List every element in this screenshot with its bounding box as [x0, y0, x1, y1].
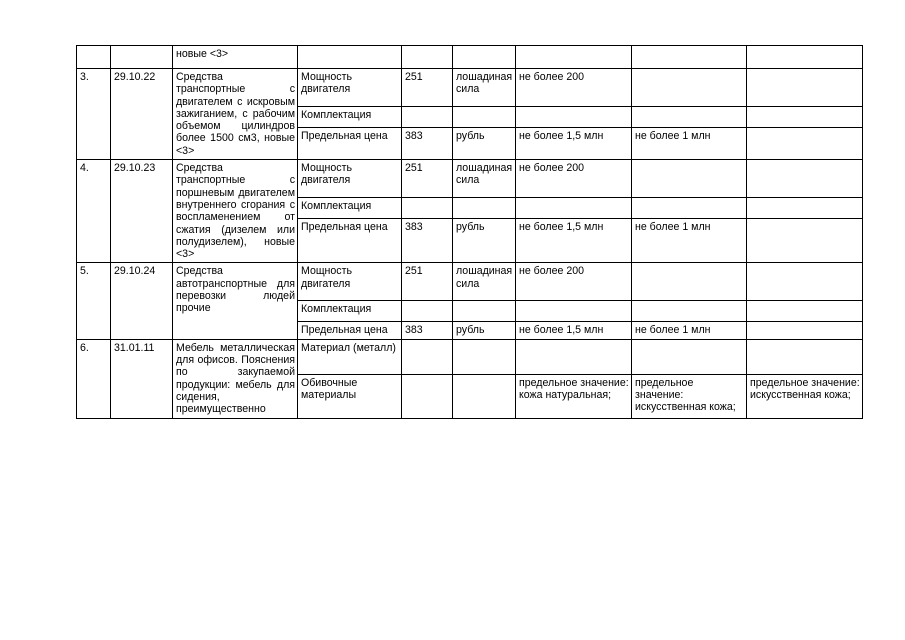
cell-value-3	[747, 301, 863, 322]
cell-okei-code	[402, 301, 453, 322]
cell-okei-code	[402, 46, 453, 69]
cell-value-3	[747, 69, 863, 107]
cell-char: Предельная цена	[298, 219, 402, 263]
cell-value-1	[516, 339, 632, 374]
cell-char: Предельная цена	[298, 322, 402, 339]
cell-char: Комплектация	[298, 198, 402, 219]
cell-code	[111, 46, 173, 69]
cell-okei-code: 383	[402, 128, 453, 160]
cell-unit: лошадиная сила	[453, 160, 516, 198]
cell-char: Мощность двигателя	[298, 69, 402, 107]
cell-char: Предельная цена	[298, 128, 402, 160]
cell-okei-code: 251	[402, 263, 453, 301]
cell-value-3	[747, 219, 863, 263]
cell-value-1: не более 200	[516, 69, 632, 107]
cell-unit: лошадиная сила	[453, 263, 516, 301]
cell-unit	[453, 46, 516, 69]
cell-okei-code: 251	[402, 160, 453, 198]
cell-unit: рубль	[453, 322, 516, 339]
cell-value-1: не более 1,5 млн	[516, 322, 632, 339]
cell-okei-code	[402, 107, 453, 128]
cell-okei-code: 383	[402, 219, 453, 263]
cell-char: Мощность двигателя	[298, 263, 402, 301]
cell-okei-code: 251	[402, 69, 453, 107]
cell-num: 4.	[77, 160, 111, 263]
requirements-table	[76, 45, 863, 419]
cell-code: 29.10.23	[111, 160, 173, 263]
cell-code: 29.10.22	[111, 69, 173, 160]
cell-okei-code	[402, 198, 453, 219]
cell-value-2: не более 1 млн	[632, 322, 747, 339]
cell-code: 31.01.11	[111, 339, 173, 418]
cell-name: Средства транспортные с двигателем с искровым зажиганием, с рабочим объемом цилиндров более 1500 см3, новые <3>	[173, 69, 298, 160]
cell-okei-code	[402, 339, 453, 374]
cell-value-3: предельное значение: искусственная кожа;	[747, 374, 863, 418]
cell-unit	[453, 301, 516, 322]
cell-value-1	[516, 198, 632, 219]
cell-value-3	[747, 198, 863, 219]
cell-unit: рубль	[453, 219, 516, 263]
cell-value-3	[747, 263, 863, 301]
cell-unit	[453, 339, 516, 374]
cell-num	[77, 46, 111, 69]
cell-unit	[453, 374, 516, 418]
cell-char: Материал (металл)	[298, 339, 402, 374]
cell-name: новые <3>	[173, 46, 298, 69]
cell-unit: рубль	[453, 128, 516, 160]
cell-value-2: не более 1 млн	[632, 219, 747, 263]
cell-value-2	[632, 69, 747, 107]
table-row	[77, 339, 863, 374]
cell-okei-code: 383	[402, 322, 453, 339]
cell-value-2	[632, 107, 747, 128]
cell-value-3	[747, 46, 863, 69]
cell-value-3	[747, 339, 863, 374]
cell-unit	[453, 198, 516, 219]
cell-value-3	[747, 322, 863, 339]
cell-value-2	[632, 46, 747, 69]
cell-name: Мебель металлическая для офисов. Пояснения по закупаемой продукции: мебель для сидения, преимущественно	[173, 339, 298, 418]
cell-unit	[453, 107, 516, 128]
cell-char: Комплектация	[298, 107, 402, 128]
cell-value-2	[632, 339, 747, 374]
cell-value-1	[516, 107, 632, 128]
cell-name: Средства транспортные с поршневым двигателем внутреннего сгорания с воспламенением от сжатия (дизелем или полудизелем), новые <3>	[173, 160, 298, 263]
cell-code: 29.10.24	[111, 263, 173, 339]
cell-char: Мощность двигателя	[298, 160, 402, 198]
cell-num: 3.	[77, 69, 111, 160]
table-row	[77, 160, 863, 198]
cell-value-2	[632, 301, 747, 322]
table-row	[77, 69, 863, 107]
cell-value-3	[747, 107, 863, 128]
cell-unit: лошадиная сила	[453, 69, 516, 107]
cell-okei-code	[402, 374, 453, 418]
cell-name: Средства автотранспортные для перевозки людей прочие	[173, 263, 298, 339]
cell-char	[298, 46, 402, 69]
table-row-continued	[77, 46, 863, 69]
cell-value-1: не более 200	[516, 263, 632, 301]
cell-value-1	[516, 301, 632, 322]
cell-value-1	[516, 46, 632, 69]
cell-value-3	[747, 128, 863, 160]
cell-value-2	[632, 198, 747, 219]
table-row	[77, 263, 863, 301]
cell-value-1: предельное значение: кожа натуральная;	[516, 374, 632, 418]
cell-value-1: не более 200	[516, 160, 632, 198]
cell-char: Обивочные материалы	[298, 374, 402, 418]
cell-value-2: не более 1 млн	[632, 128, 747, 160]
cell-value-1: не более 1,5 млн	[516, 128, 632, 160]
cell-num: 5.	[77, 263, 111, 339]
cell-value-1: не более 1,5 млн	[516, 219, 632, 263]
cell-value-2: предельное значение: искусственная кожа;	[632, 374, 747, 418]
cell-value-2	[632, 160, 747, 198]
cell-value-2	[632, 263, 747, 301]
cell-value-3	[747, 160, 863, 198]
cell-num: 6.	[77, 339, 111, 418]
cell-char: Комплектация	[298, 301, 402, 322]
